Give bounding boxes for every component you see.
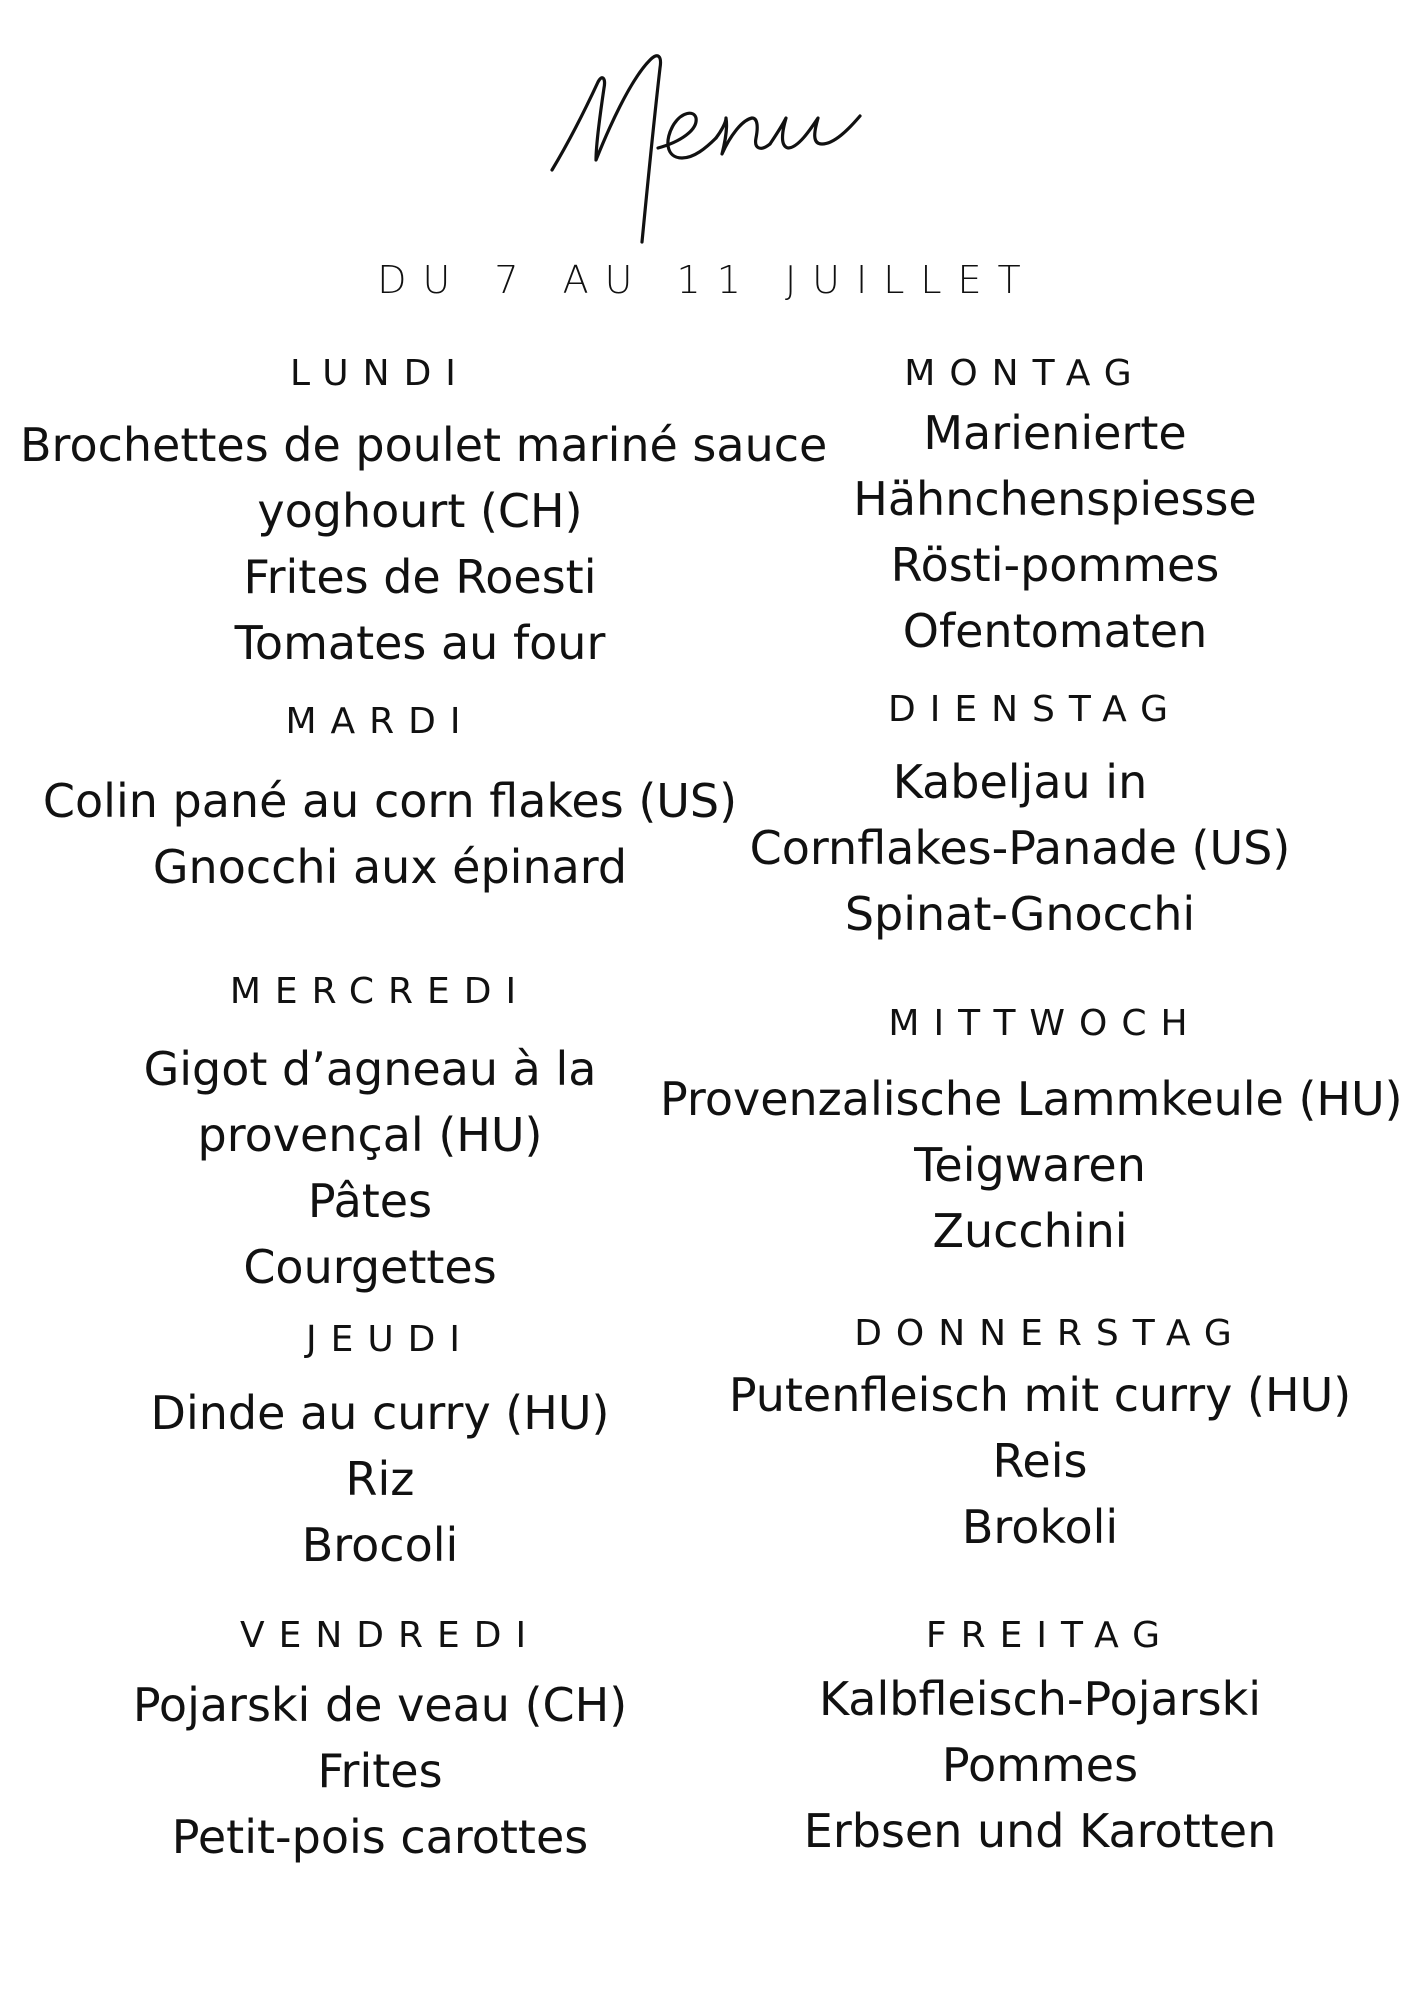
day-heading-jeudi: JEUDI (305, 1319, 475, 1360)
dish-item: Courgettes (243, 1240, 497, 1294)
menu-title-script (530, 20, 890, 260)
dish-item: provençal (HU) (197, 1108, 543, 1162)
dish-list-jeudi (110, 1380, 650, 1578)
dish-item: Kalbfleisch-Pojarski (818, 1672, 1262, 1726)
dish-item: Marienierte (923, 406, 1187, 460)
dish-list-dienstag (740, 749, 1300, 947)
dish-list-montag (830, 400, 1280, 664)
date-range: DU 7 AU 11 JUILLET (377, 258, 1037, 302)
dish-item: Spinat-Gnocchi (844, 887, 1196, 941)
dish-item: Reis (992, 1434, 1088, 1488)
dish-item: Zucchini (932, 1204, 1128, 1258)
dish-item: Kabeljau in (892, 755, 1148, 809)
dish-item: yoghourt (CH) (257, 484, 583, 538)
dish-item: Gigot d’agneau à la (143, 1042, 597, 1096)
dish-item: Brokoli (961, 1500, 1119, 1554)
dish-list-vendredi (90, 1672, 670, 1870)
dish-item: Petit-pois carottes (171, 1810, 589, 1864)
dish-item: Pommes (941, 1738, 1139, 1792)
dish-item: Frites (317, 1744, 443, 1798)
dish-list-mittwoch (660, 1066, 1403, 1264)
dish-item: Hähnchenspiesse (853, 472, 1257, 526)
dish-item: Pojarski de veau (CH) (132, 1678, 628, 1732)
dish-list-lundi (20, 412, 828, 676)
day-heading-mittwoch: MITTWOCH (888, 1003, 1202, 1044)
day-heading-freitag: FREITAG (925, 1615, 1175, 1656)
menu-title (530, 20, 890, 260)
dish-item: Gnocchi aux épinard (152, 840, 628, 894)
dish-item: Brocoli (301, 1518, 459, 1572)
day-heading-mardi: MARDI (285, 701, 475, 742)
day-heading-mercredi: MERCREDI (229, 971, 531, 1012)
day-heading-vendredi: VENDREDI (240, 1615, 541, 1656)
dish-item: Frites de Roesti (243, 550, 597, 604)
dish-item: Cornflakes-Panade (US) (749, 821, 1291, 875)
dish-item: Pâtes (307, 1174, 433, 1228)
dish-item: Ofentomaten (902, 604, 1208, 658)
dish-item: Tomates au four (234, 616, 606, 670)
dish-item: Brochettes de poulet mariné sauce (20, 418, 828, 472)
dish-item: Rösti-pommes (890, 538, 1220, 592)
day-heading-dienstag: DIENSTAG (888, 689, 1182, 730)
dish-list-freitag (770, 1666, 1310, 1864)
day-heading-lundi: LUNDI (290, 353, 470, 394)
dish-list-donnerstag (720, 1362, 1360, 1560)
day-heading-donnerstag: DONNERSTAG (854, 1313, 1246, 1354)
dish-list-mercredi (120, 1036, 620, 1300)
dish-list-mardi (20, 768, 760, 900)
dish-item: Putenfleisch mit curry (HU) (728, 1368, 1352, 1422)
dish-item: Teigwaren (914, 1138, 1146, 1192)
dish-item: Riz (345, 1452, 415, 1506)
dish-item: Colin pané au corn flakes (US) (42, 774, 738, 828)
dish-item: Dinde au curry (HU) (150, 1386, 610, 1440)
dish-item: Erbsen und Karotten (803, 1804, 1277, 1858)
day-heading-montag: MONTAG (904, 353, 1146, 394)
dish-item: Provenzalische Lammkeule (HU) (660, 1072, 1403, 1126)
